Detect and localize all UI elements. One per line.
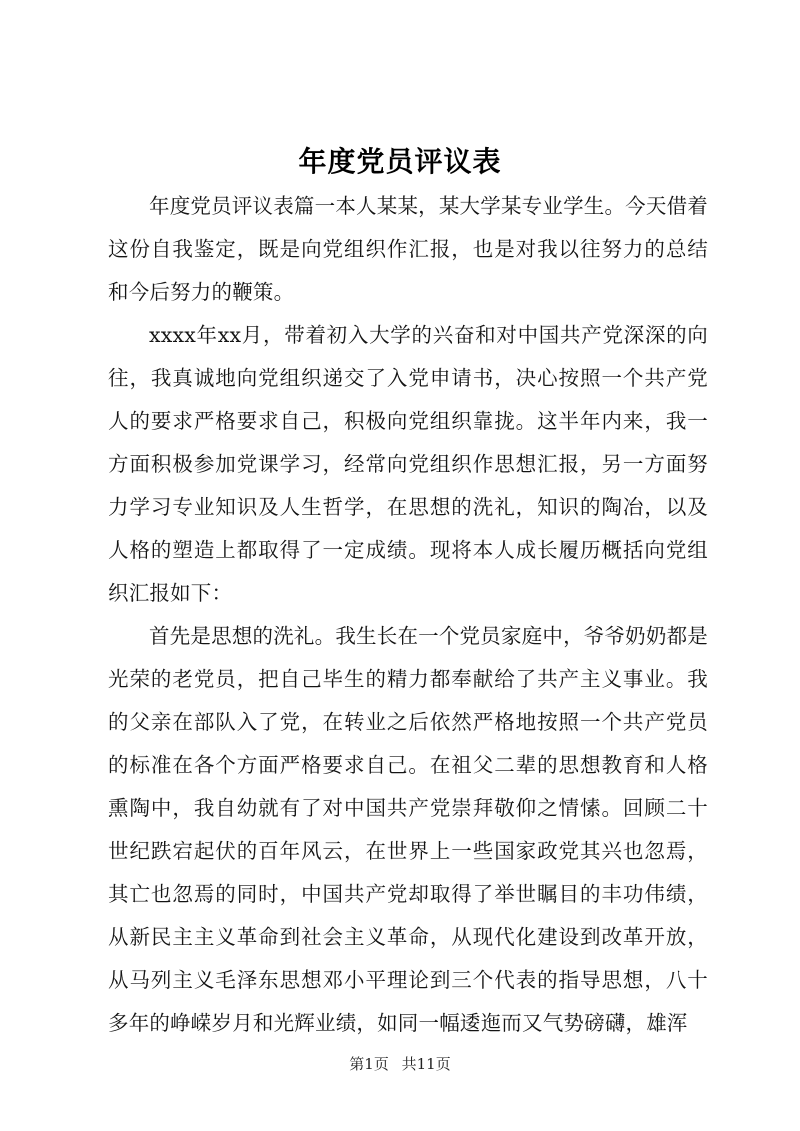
page-footer [0,1054,800,1074]
paragraph-thought: 首先是思想的洗礼。我生长在一个党员家庭中，爷爷奶奶都是光荣的老党员，把自己毕生的精力都奉献给了共产主义事业。我的父亲在部队入了党，在转业之后依然严格地按照一个共产党员的标准在各个方面严格要求自己。在祖父二辈的思想教育和人格熏陶中，我自幼就有了对中国共产党崇拜敬仰之情愫。回顾二十世纪跌宕起伏的百年风云，在世界上一些国家政党其兴也忽焉，其亡也忽焉的同时，中国共产党却取得了举世瞩目的丰功伟绩，从新民主主义革命到社会主义革命，从现代化建设到改革开放，从马列主义毛泽东思想邓小平理论到三个代表的指导思想，八十多年的峥嵘岁月和光辉业绩，如同一幅逶迤而又气势磅礴，雄浑 [108,624,708,1035]
page-total: 共11页 [401,1055,451,1073]
document-body [108,185,708,1045]
paragraph-intro: 年度党员评议表篇一本人某某，某大学某专业学生。今天借着这份自我鉴定，既是向党组织作汇报，也是对我以往努力的总结和今后努力的鞭策。 [108,194,708,304]
page-number: 第1页 [349,1055,389,1073]
page-title: 年度党员评议表 [298,145,502,178]
paragraph-application: xxxx年xx月，带着初入大学的兴奋和对中国共产党深深的向往，我真诚地向党组织递交了入党申请书，决心按照一个共产党人的要求严格要求自己，积极向党组织靠拢。这半年内来，我一方面积极参加党课学习，经常向党组织作思想汇报，另一方面努力学习专业知识及人生哲学，在思想的洗礼，知识的陶冶，以及人格的塑造上都取得了一定成绩。现将本人成长履历概括向党组织汇报如下： [108,323,708,605]
